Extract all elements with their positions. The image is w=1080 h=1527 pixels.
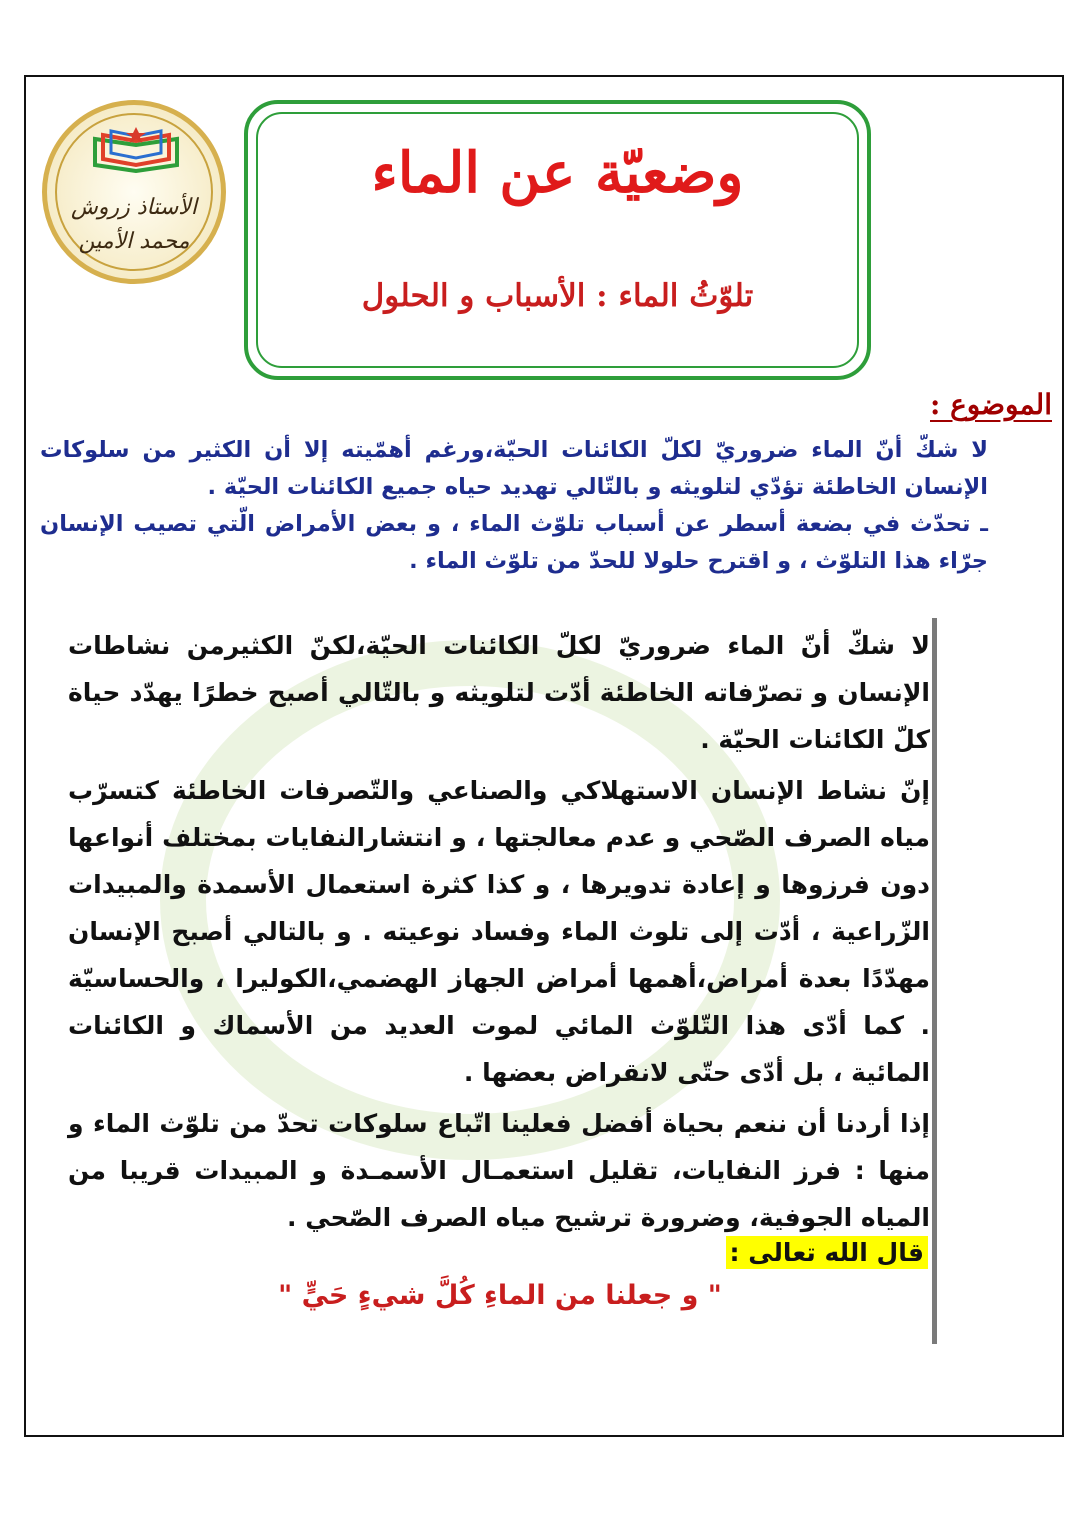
topic-label: الموضوع : [930, 388, 1052, 421]
answer-paragraph: إنّ نشاط الإنسان الاستهلاكي والصناعي والتّصرفات الخاطئة كتسرّب مياه الصرف الصّحي و عدم معالجتها ، و انتشارالنفايات بمختلف أنواعها دون فرزوها و إعادة تدويرها ، و كذا كثرة استعمال الأسمدة والمبيدات الزّراعية ، أدّت إلى تلوث الماء وفساد نوعيته . و بالتالي أصبح الإنسان مهدّدًا بعدة أمراض،أهمها أمراض الجهاز الهضمي،الكوليرا ، والحساسيّة . كما أدّى هذا التّلوّث المائي لموت العديد من الأسماك و الكائنات المائية ، بل أدّى حتّى لانقراض بعضها . [68, 776, 930, 1087]
topic-paragraph: ـ تحدّث في بضعة أسطر عن أسباب تلوّث الماء ، و بعض الأمراض الّتي تصيب الإنسان جرّاء هذا التلوّث ، و اقترح حلولا للحدّ من تلوّث الماء . [40, 511, 988, 574]
answer-paragraph: إذا أردنا أن ننعم بحياة أفضل فعلينا اتّباع سلوكات تحدّ من تلوّث الماء و منها : فرز النفايات، تقليل استعمـال الأسمـدة و المبيدات قريبا من المياه الجوفية، وضرورة ترشيح مياه الصرف الصّحي . [68, 1109, 930, 1232]
seal-line-1: الأستاذ زروش [71, 195, 197, 220]
answer-paragraph: لا شكّ أنّ الماء ضروريّ لكلّ الكائنات الحيّة،لكنّ الكثيرمن نشاطات الإنسان و تصرّفاته الخاطئة أدّت لتلويثه و بالتّالي أصبح خطرًا يهدّد حياة كلّ الكائنات الحيّة . [68, 631, 930, 754]
page-subtitle: تلوّثُ الماء : الأسباب و الحلول [361, 278, 754, 314]
answer-body [68, 622, 930, 1241]
quran-verse: " و جعلنا من الماءِ كُلَّ شيءٍ حَيٍّ " [278, 1280, 722, 1311]
book-icon [91, 125, 181, 173]
author-seal-logo [42, 100, 226, 284]
topic-prompt [40, 432, 988, 580]
seal-line-2: محمد الأمين [78, 229, 190, 254]
topic-paragraph: لا شكّ أنّ الماء ضروريّ لكلّ الكائنات الحيّة،ورغم أهمّيته إلا أن الكثير من سلوكات الإنسان الخاطئة تؤدّي لتلويثه و بالتّالي تهديد حياه جميع الكائنات الحيّة . [40, 437, 988, 500]
quote-label: قال الله تعالى : [726, 1236, 928, 1269]
margin-line [932, 618, 937, 1344]
page-title: وضعيّة عن الماء [371, 140, 744, 206]
seal-text [47, 191, 221, 259]
